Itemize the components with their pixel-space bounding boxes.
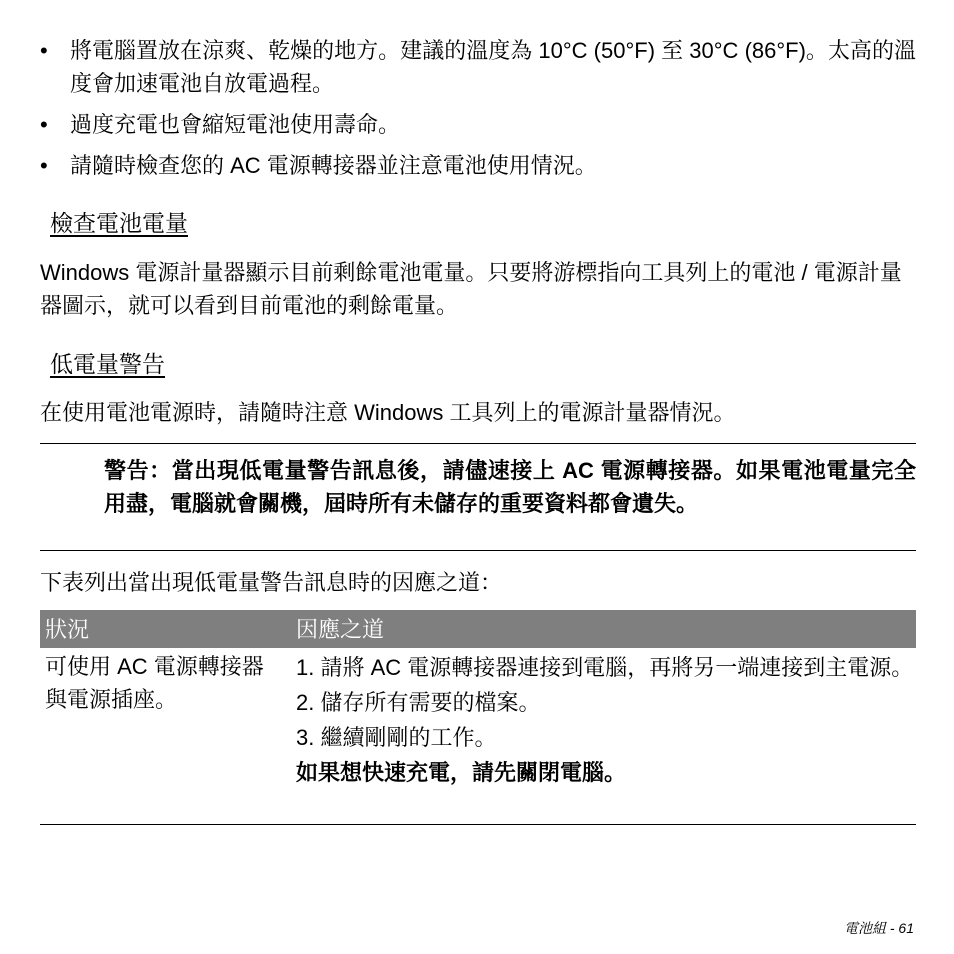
bullet-marker: • [40, 112, 48, 137]
list-item-text: 過度充電也會縮短電池使用壽命。 [70, 112, 401, 137]
column-header-action: 因應之道 [296, 617, 385, 642]
status-cell: 可使用 AC 電源轉接器與電源插座。 [45, 654, 264, 712]
list-item-text: 將電腦置放在涼爽、乾燥的地方。建議的溫度為 10°C (50°F) 至 30°C (86°F)。太高的溫度會加速電池自放電過程。 [70, 38, 916, 96]
action-step: 2. 儲存所有需要的檔案。 [296, 690, 541, 715]
warning-text: 警告：當出現低電量警告訊息後，請儘速接上 AC 電源轉接器。如果電池電量完全用盡，電腦就會關機，屆時所有未儲存的重要資料都會遺失。 [104, 458, 916, 516]
action-cell [296, 650, 916, 790]
low-battery-paragraph: 在使用電池電源時，請隨時注意 Windows 工具列上的電源計量器情況。 [40, 400, 736, 425]
action-step: 1. 請將 AC 電源轉接器連接到電腦，再將另一端連接到主電源。 [296, 655, 914, 680]
table-intro: 下表列出當出現低電量警告訊息時的因應之道： [40, 570, 503, 595]
footer-separator: - [885, 920, 899, 936]
section-heading-low-battery: 低電量警告 [50, 351, 165, 377]
list-item [40, 149, 916, 182]
list-item [40, 34, 916, 100]
footer-section-name: 電池組 [843, 920, 886, 936]
bullet-marker: • [40, 153, 48, 178]
warning-box [40, 443, 916, 551]
page-number: 61 [898, 920, 914, 936]
battery-tips-list [40, 34, 916, 190]
action-note: 如果想快速充電，請先關閉電腦。 [296, 760, 627, 785]
table-header [40, 610, 916, 648]
table-row [40, 648, 916, 825]
section-heading-check-battery: 檢查電池電量 [50, 210, 188, 236]
list-item-text: 請隨時檢查您的 AC 電源轉接器並注意電池使用情況。 [70, 153, 597, 178]
bullet-marker: • [40, 38, 48, 63]
page-footer [844, 918, 914, 938]
column-header-status: 狀況 [45, 617, 90, 642]
check-battery-paragraph: Windows 電源計量器顯示目前剩餘電池電量。只要將游標指向工具列上的電池 / 電源計量器圖示，就可以看到目前電池的剩餘電量。 [40, 260, 902, 318]
action-step: 3. 繼續剛剛的工作。 [296, 725, 497, 750]
list-item [40, 108, 916, 141]
